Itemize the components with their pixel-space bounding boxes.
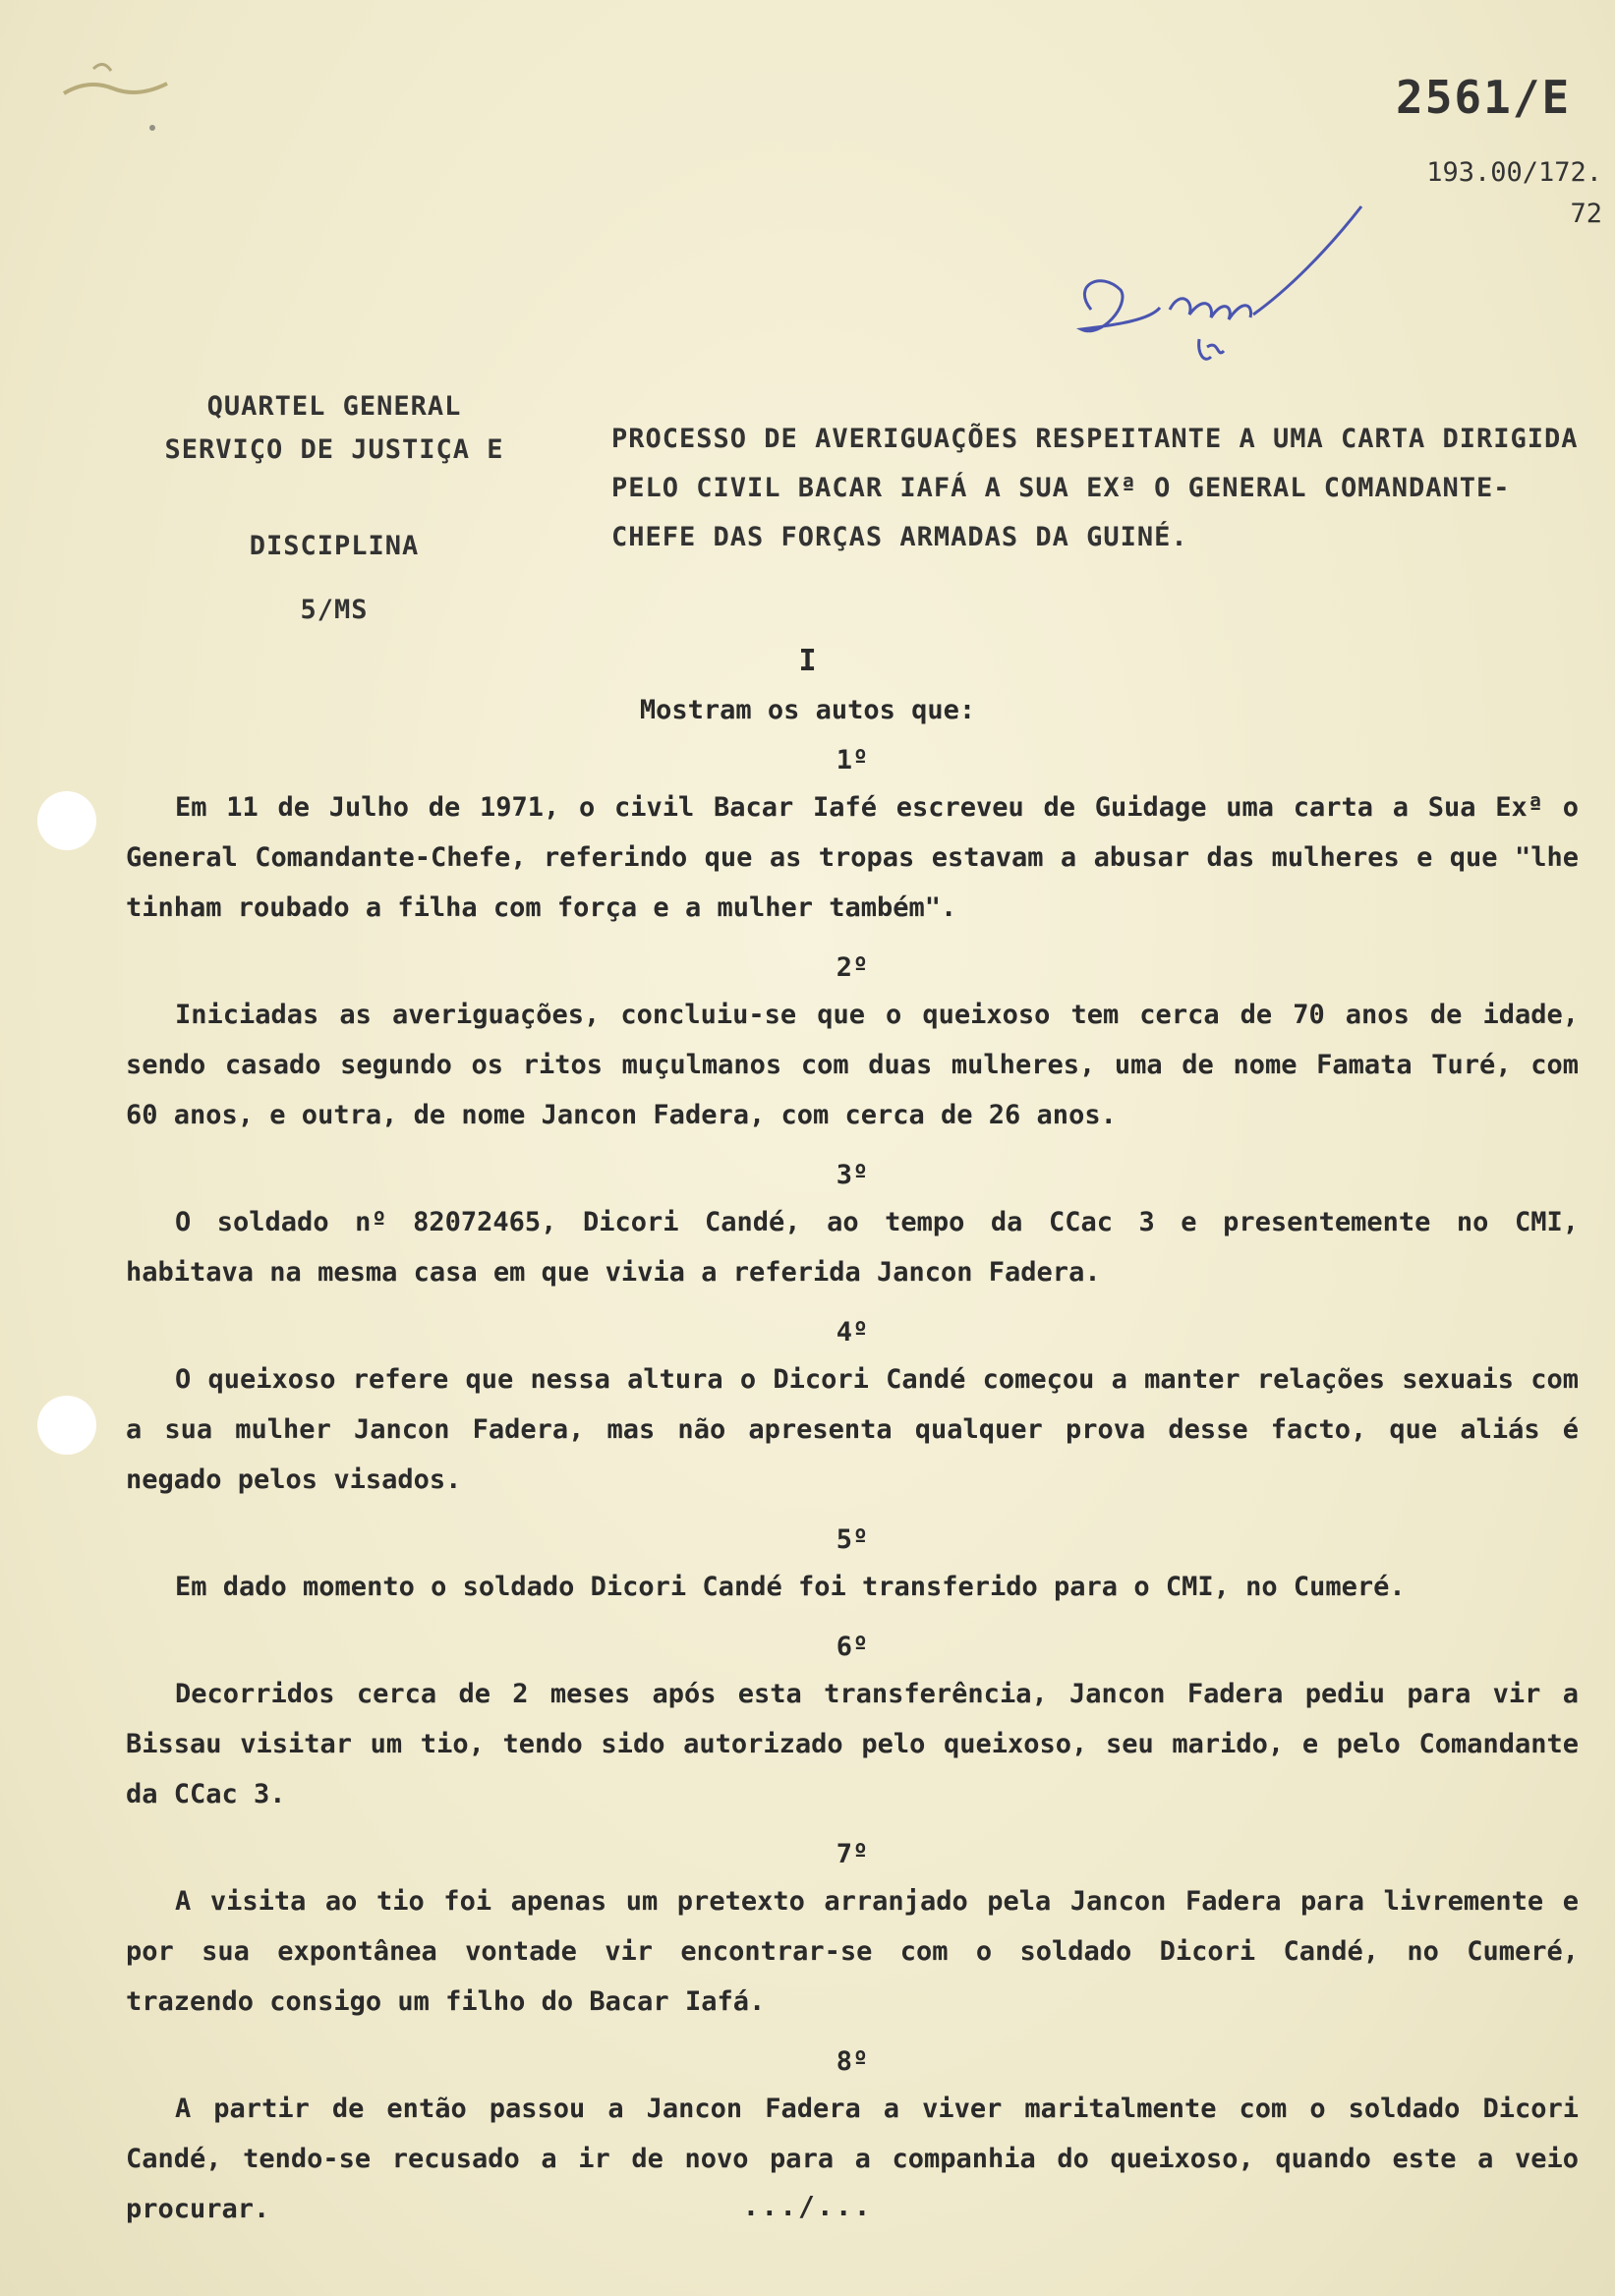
numbered-item: [126, 1833, 1579, 2027]
item-number: 4º: [836, 1317, 869, 1348]
item-number: 2º: [836, 952, 869, 983]
reference-suffix: 72: [1570, 199, 1602, 229]
item-number: 8º: [836, 2046, 869, 2077]
numbered-item: [126, 947, 1579, 1140]
punch-hole: [37, 791, 96, 850]
item-number: 5º: [836, 1524, 869, 1555]
numbered-item: [126, 1519, 1579, 1612]
item-paragraph: A visita ao tio foi apenas um pretexto arranjado pela Jancon Fadera para livremente e por sua expontânea vontade vir encontrar-se com o soldado Dicori Candé, no Cumeré, trazendo consigo um filho do Bacar Iafá.: [126, 1886, 1579, 2017]
handwritten-signature: [1032, 192, 1445, 408]
office-line: QUARTEL GENERAL: [206, 391, 462, 422]
item-paragraph: Iniciadas as averiguações, concluiu-se que o queixoso tem cerca de 70 anos de idade, sendo casado segundo os ritos muçulmanos com duas mulheres, uma de nome Famata Turé, com 60 anos, e outra, de nome Jancon Fadera, com cerca de 26 anos.: [126, 1000, 1579, 1130]
ink-stain-mark: [54, 39, 182, 147]
reference-code: 193.00/172.: [1426, 157, 1602, 188]
document-body: [126, 739, 1579, 2248]
item-number: 3º: [836, 1160, 869, 1190]
item-paragraph: Decorridos cerca de 2 meses após esta transferência, Jancon Fadera pediu para vir a Bissau visitar um tio, tendo sido autorizado pelo queixoso, seu marido, e pelo Comandante da CCac 3.: [126, 1679, 1579, 1809]
numbered-item: [126, 739, 1579, 933]
item-number: 6º: [836, 1632, 869, 1662]
office-code: 5/MS: [300, 595, 369, 625]
item-number: 7º: [836, 1839, 869, 1869]
continuation-mark: .../...: [742, 2190, 873, 2222]
issuing-office: [118, 385, 550, 472]
office-line: DISCIPLINA: [249, 531, 420, 561]
section-numeral: I: [798, 644, 817, 678]
item-paragraph: Em dado momento o soldado Dicori Candé foi transferido para o CMI, no Cumeré.: [175, 1572, 1406, 1602]
item-paragraph: O queixoso refere que nessa altura o Dicori Candé começou a manter relações sexuais com a sua mulher Jancon Fadera, mas não apresenta qualquer prova desse facto, que aliás é negado pelos visados.: [126, 1364, 1579, 1495]
item-paragraph: O soldado nº 82072465, Dicori Candé, ao tempo da CCac 3 e presentemente no CMI, habitava na mesma casa em que vivia a referida Jancon Fadera.: [126, 1207, 1579, 1288]
item-paragraph: Em 11 de Julho de 1971, o civil Bacar Iafé escreveu de Guidage uma carta a Sua Exª o General Comandante-Chefe, referindo que as tropas estavam a abusar das mulheres e que "lhe tinham roubado a filha com força e a mulher também".: [126, 792, 1579, 923]
item-number: 1º: [836, 745, 869, 775]
office-line: SERVIÇO DE JUSTIÇA E: [164, 434, 504, 465]
reference-number: 2561/E: [1396, 71, 1572, 124]
numbered-item: [126, 1311, 1579, 1505]
item-paragraph: A partir de então passou a Jancon Fadera a viver maritalmente com o soldado Dicori Candé, tendo-se recusado a ir de novo para a companhia do queixoso, quando este a veio procurar.: [126, 2094, 1579, 2224]
document-subject: PROCESSO DE AVERIGUAÇÕES RESPEITANTE A UMA CARTA DIRIGIDA PELO CIVIL BACAR IAFÁ A SUA EXª O GENERAL COMANDANTE-CHEFE DAS FORÇAS ARMADAS DA GUINÉ.: [611, 424, 1579, 552]
section-intro: Mostram os autos que:: [639, 695, 976, 725]
punch-hole: [37, 1396, 96, 1455]
numbered-item: [126, 1626, 1579, 1819]
numbered-item: [126, 1154, 1579, 1297]
